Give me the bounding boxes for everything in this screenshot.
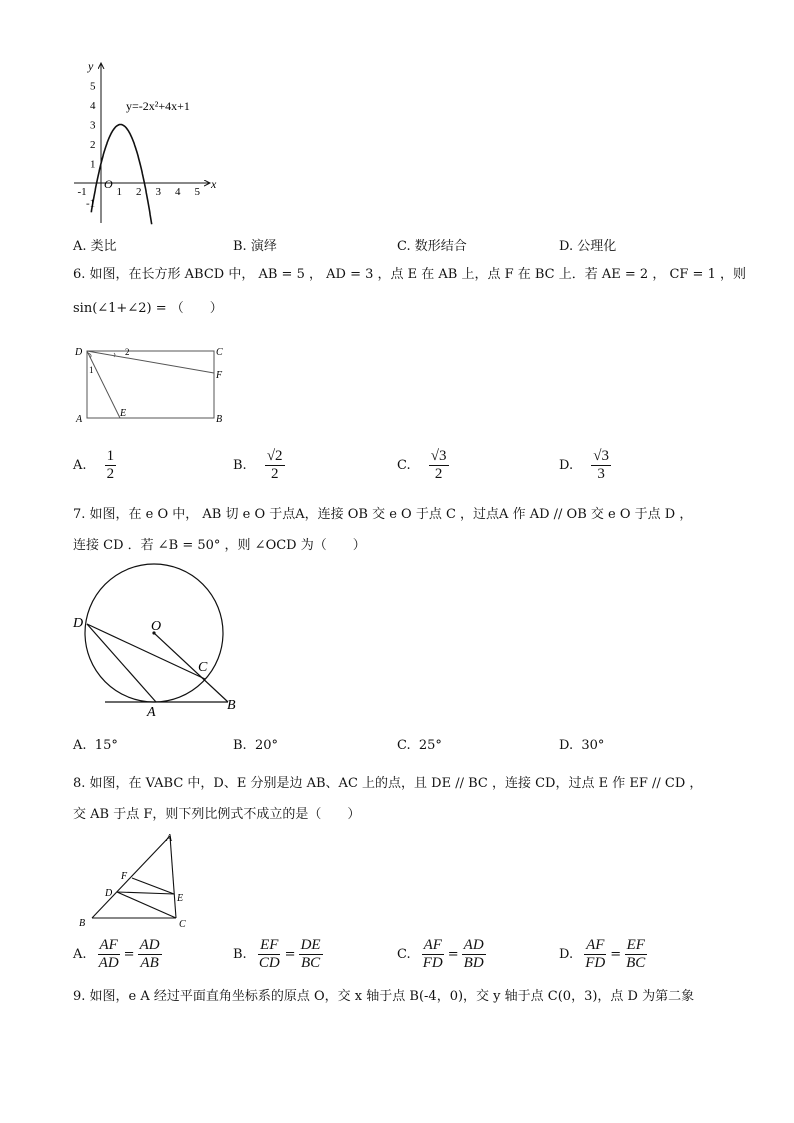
numerator: √3: [593, 448, 609, 464]
option-letter: A.: [73, 738, 87, 753]
option-letter: C.: [397, 947, 411, 962]
numerator: AF: [423, 937, 442, 953]
numerator: √3: [430, 448, 447, 464]
option-text: 25°: [418, 738, 442, 753]
label-e: E: [120, 408, 127, 419]
q7-option-a[interactable]: [73, 738, 118, 753]
denominator: 3: [597, 466, 605, 482]
label-a: A: [166, 833, 173, 844]
origin-label: O: [104, 177, 113, 191]
numerator: EF: [626, 937, 645, 953]
numerator: AD: [139, 937, 160, 953]
denominator: 2: [106, 466, 115, 482]
segment-ad: [87, 624, 156, 702]
fraction: [257, 937, 282, 972]
y-tick-label: -1: [86, 197, 96, 210]
x-tick-label: 5: [194, 186, 200, 199]
segment-ef: [132, 878, 174, 894]
parabola-graph: [70, 58, 230, 228]
ratio-equation: $\frac{EF}{CD}$ = $\frac{DE}{BC}$: [258, 937, 321, 971]
side-ab: [92, 836, 170, 918]
fraction: [624, 937, 647, 972]
q7-option-b[interactable]: [233, 738, 278, 753]
denominator: AB: [140, 955, 159, 971]
q8-stem-line2: 交 AB 于点 F，则下列比例式不成立的是（ ）: [73, 807, 361, 822]
option-letter: D.: [559, 458, 574, 473]
parabola-curve: [91, 125, 151, 225]
q6-option-d[interactable]: [559, 448, 611, 483]
segment-cd: [87, 624, 205, 679]
option-letter: B.: [233, 239, 247, 254]
numerator: AF: [586, 937, 605, 953]
option-text: 数形结合: [414, 239, 467, 254]
y-axis-label: y: [88, 59, 94, 73]
option-letter: C.: [397, 239, 411, 254]
denominator: BC: [300, 955, 321, 971]
q6-rectangle-figure: [72, 340, 232, 430]
numerator: 1: [106, 448, 115, 464]
label-b: B: [227, 698, 236, 713]
segment-de: [87, 351, 120, 418]
option-text: 15°: [94, 738, 118, 753]
option-letter: A.: [73, 947, 87, 962]
label-d: D: [105, 888, 113, 899]
x-tick-label: 2: [136, 186, 142, 199]
q8-option-c[interactable]: [397, 937, 486, 972]
label-angle-2: 2: [125, 347, 130, 357]
y-tick-label: 3: [90, 119, 96, 132]
label-a: A: [147, 705, 156, 720]
fraction: [583, 937, 607, 972]
q5-option-c[interactable]: [397, 235, 467, 254]
x-tick-label: 1: [116, 186, 122, 199]
fraction: [429, 448, 449, 483]
q7-stem-line2: 连接 CD ．若 ∠B = 50° ，则 ∠OCD 为（ ）: [73, 538, 366, 553]
x-tick-label: 4: [175, 186, 181, 199]
q6-stem-line1: 6. 如图，在长方形 ABCD 中， AB = 5 ， AD = 3 ，点 E 在 AB 上，点 F 在 BC 上．若 AE = 2 ， CF = 1 ，则: [73, 267, 746, 282]
label-c: C: [179, 919, 186, 930]
equation-label: y=-2x²+4x+1: [126, 99, 190, 113]
label-b: B: [79, 918, 86, 929]
label-c: C: [216, 347, 223, 358]
q5-option-d[interactable]: [559, 235, 616, 254]
option-letter: C.: [397, 738, 411, 753]
option-letter: C.: [397, 458, 411, 473]
segment-df: [87, 351, 214, 373]
numerator: EF: [260, 937, 279, 953]
option-text: 30°: [581, 738, 605, 753]
ratio-equation: $\frac{AF}{FD}$ = $\frac{AD}{BD}$: [422, 937, 484, 971]
denominator: CD: [258, 955, 280, 971]
numerator: AF: [99, 937, 118, 953]
q7-circle-figure: [70, 560, 250, 720]
label-angle-1: 1: [89, 365, 94, 375]
q6-option-b[interactable]: [233, 448, 285, 483]
x-tick-label: 3: [155, 186, 161, 199]
fraction: [462, 937, 486, 972]
q8-stem-line1: 8. 如图，在 VABC 中，D、E 分别是边 AB、AC 上的点，且 DE // BC ，连接 CD，过点 E 作 EF // CD ，: [73, 776, 703, 791]
option-letter: A.: [73, 239, 87, 254]
label-f: F: [121, 871, 128, 882]
option-letter: B.: [233, 738, 247, 753]
label-o: O: [151, 619, 162, 634]
denominator: BC: [626, 955, 646, 971]
fraction: [138, 937, 162, 972]
q5-option-a[interactable]: [73, 235, 117, 254]
q7-option-d[interactable]: [559, 738, 604, 753]
fraction: [299, 937, 323, 972]
q8-option-d[interactable]: [559, 937, 647, 972]
side-ac: [170, 836, 176, 918]
y-tick-label: 4: [90, 100, 96, 112]
segment-cd: [117, 892, 176, 918]
q8-triangle-figure: [70, 828, 200, 933]
denominator: 2: [434, 466, 443, 482]
q6-option-c[interactable]: [397, 448, 449, 483]
fraction: [265, 448, 285, 483]
y-tick-label: 1: [90, 158, 96, 171]
option-letter: D.: [559, 239, 574, 254]
numerator: DE: [300, 937, 321, 953]
fraction: [421, 937, 445, 972]
option-text: 20°: [254, 738, 278, 753]
numerator: √2: [266, 448, 283, 464]
label-f: F: [216, 370, 223, 381]
label-d: D: [75, 347, 83, 358]
q7-stem-line1: 7. 如图，在 e O 中， AB 切 e O 于点A，连接 OB 交 e O 于点 C ，过点A 作 AD // OB 交 e O 于点 D ，: [73, 507, 693, 522]
q8-option-a[interactable]: [73, 937, 162, 972]
q6-option-a[interactable]: [73, 448, 116, 483]
option-letter: B.: [233, 458, 247, 473]
denominator: BD: [463, 955, 484, 971]
q9-stem-line1: 9. 如图，e A 经过平面直角坐标系的原点 O，交 x 轴于点 B(-4，0)，交 y 轴于点 C(0，3)，点 D 为第二象: [73, 989, 695, 1004]
fraction: [591, 448, 611, 483]
denominator: AD: [98, 955, 119, 971]
denominator: FD: [585, 955, 606, 971]
option-letter: B.: [233, 947, 247, 962]
q5-option-b[interactable]: [233, 235, 277, 254]
ratio-equation: $\frac{AF}{FD}$ = $\frac{EF}{BC}$: [585, 937, 646, 971]
x-tick-label: -1: [77, 186, 87, 199]
fraction: [105, 448, 117, 483]
q8-option-b[interactable]: [233, 937, 323, 972]
x-axis-label: x: [211, 177, 217, 191]
q6-stem-line2: sin(∠1+∠2) = （ ）: [73, 301, 223, 316]
denominator: FD: [422, 955, 443, 971]
option-letter: A.: [73, 458, 87, 473]
option-letter: D.: [559, 947, 574, 962]
label-e: E: [177, 893, 184, 904]
fraction: [97, 937, 121, 972]
label-b: B: [216, 414, 223, 425]
ratio-equation: $\frac{AF}{AD}$ = $\frac{AD}{AB}$: [98, 937, 160, 971]
option-letter: D.: [559, 738, 574, 753]
segment-de: [117, 892, 174, 894]
y-tick-label: 5: [90, 80, 96, 93]
numerator: AD: [463, 937, 484, 953]
label-d: D: [73, 616, 84, 631]
rectangle-abcd: [87, 351, 214, 418]
label-c: C: [198, 660, 208, 675]
y-tick-label: 2: [90, 139, 96, 151]
label-a: A: [76, 414, 83, 425]
option-text: 类比: [90, 239, 117, 254]
option-text: 公理化: [577, 239, 617, 254]
denominator: 2: [270, 466, 279, 482]
option-text: 演绎: [250, 239, 277, 254]
q7-option-c[interactable]: [397, 738, 442, 753]
